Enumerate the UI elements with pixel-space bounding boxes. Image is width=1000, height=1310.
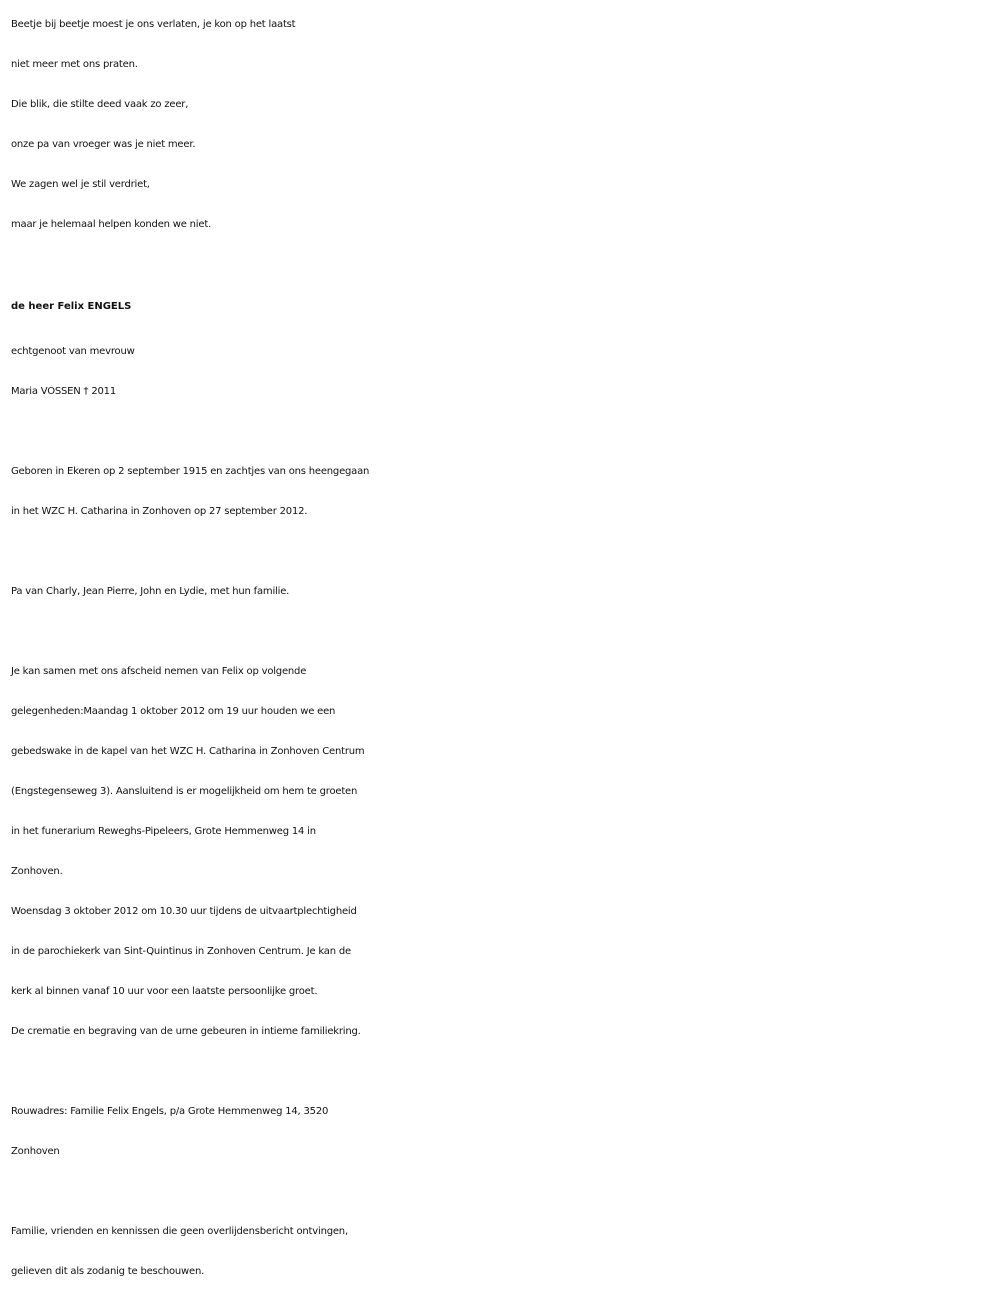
paragraph-line: Rouwadres: Familie Felix Engels, p/a Grote Hemmenweg 14, 3520 (11, 1106, 329, 1117)
paragraph-line: gelegenheden:Maandag 1 oktober 2012 om 19 uur houden we een (11, 706, 336, 717)
paragraph-line: De crematie en begraving van de urne gebeuren in intieme familiekring. (11, 1026, 361, 1037)
closing-paragraph (11, 1212, 996, 1292)
paragraph-line: Familie, vrienden en kennissen die geen overlijdensbericht ontvingen, (11, 1226, 348, 1237)
paragraph-line: in het funerarium Reweghs-Pipeleers, Grote Hemmenweg 14 in (11, 826, 316, 837)
poem-line: maar je helemaal helpen konden we niet. (11, 219, 212, 230)
address-paragraph (11, 1092, 996, 1172)
paragraph-line: kerk al binnen vanaf 10 uur voor een laatste persoonlijke groet. (11, 986, 318, 997)
paragraph-line: Zonhoven. (11, 866, 63, 877)
family-paragraph: Pa van Charly, Jean Pierre, John en Lydie, met hun familie. (11, 586, 290, 597)
spouse-line: Maria VOSSEN † 2011 (11, 386, 116, 397)
spouse-line: echtgenoot van mevrouw (11, 346, 135, 357)
poem-line: Beetje bij beetje moest je ons verlaten, je kon op het laatst (11, 19, 296, 30)
paragraph-line: Zonhoven (11, 1146, 60, 1157)
paragraph-line: Je kan samen met ons afscheid nemen van Felix op volgende (11, 666, 307, 677)
birth-death-paragraph (11, 452, 996, 532)
paragraph-line: Geboren in Ekeren op 2 september 1915 en zachtjes van ons heengegaan (11, 466, 370, 477)
poem-line: niet meer met ons praten. (11, 59, 138, 70)
paragraph-line: gelieven dit als zodanig te beschouwen. (11, 1266, 205, 1277)
paragraph-line: in de parochiekerk van Sint-Quintinus in Zonhoven Centrum. Je kan de (11, 946, 351, 957)
obituary-document (11, 5, 996, 1292)
paragraph-line: gebedswake in de kapel van het WZC H. Catharina in Zonhoven Centrum (11, 746, 365, 757)
paragraph-line: Woensdag 3 oktober 2012 om 10.30 uur tijdens de uitvaartplechtigheid (11, 906, 357, 917)
poem-line: We zagen wel je stil verdriet, (11, 179, 150, 190)
poem (11, 5, 996, 245)
farewell-paragraph (11, 652, 996, 1052)
paragraph-line: (Engstegenseweg 3). Aansluitend is er mogelijkheid om hem te groeten (11, 786, 358, 797)
poem-line: Die blik, die stilte deed vaak zo zeer, (11, 99, 189, 110)
paragraph-line: in het WZC H. Catharina in Zonhoven op 27 september 2012. (11, 506, 308, 517)
deceased-name: de heer Felix ENGELS (11, 301, 132, 312)
poem-line: onze pa van vroeger was je niet meer. (11, 139, 196, 150)
spouse-info (11, 332, 996, 412)
